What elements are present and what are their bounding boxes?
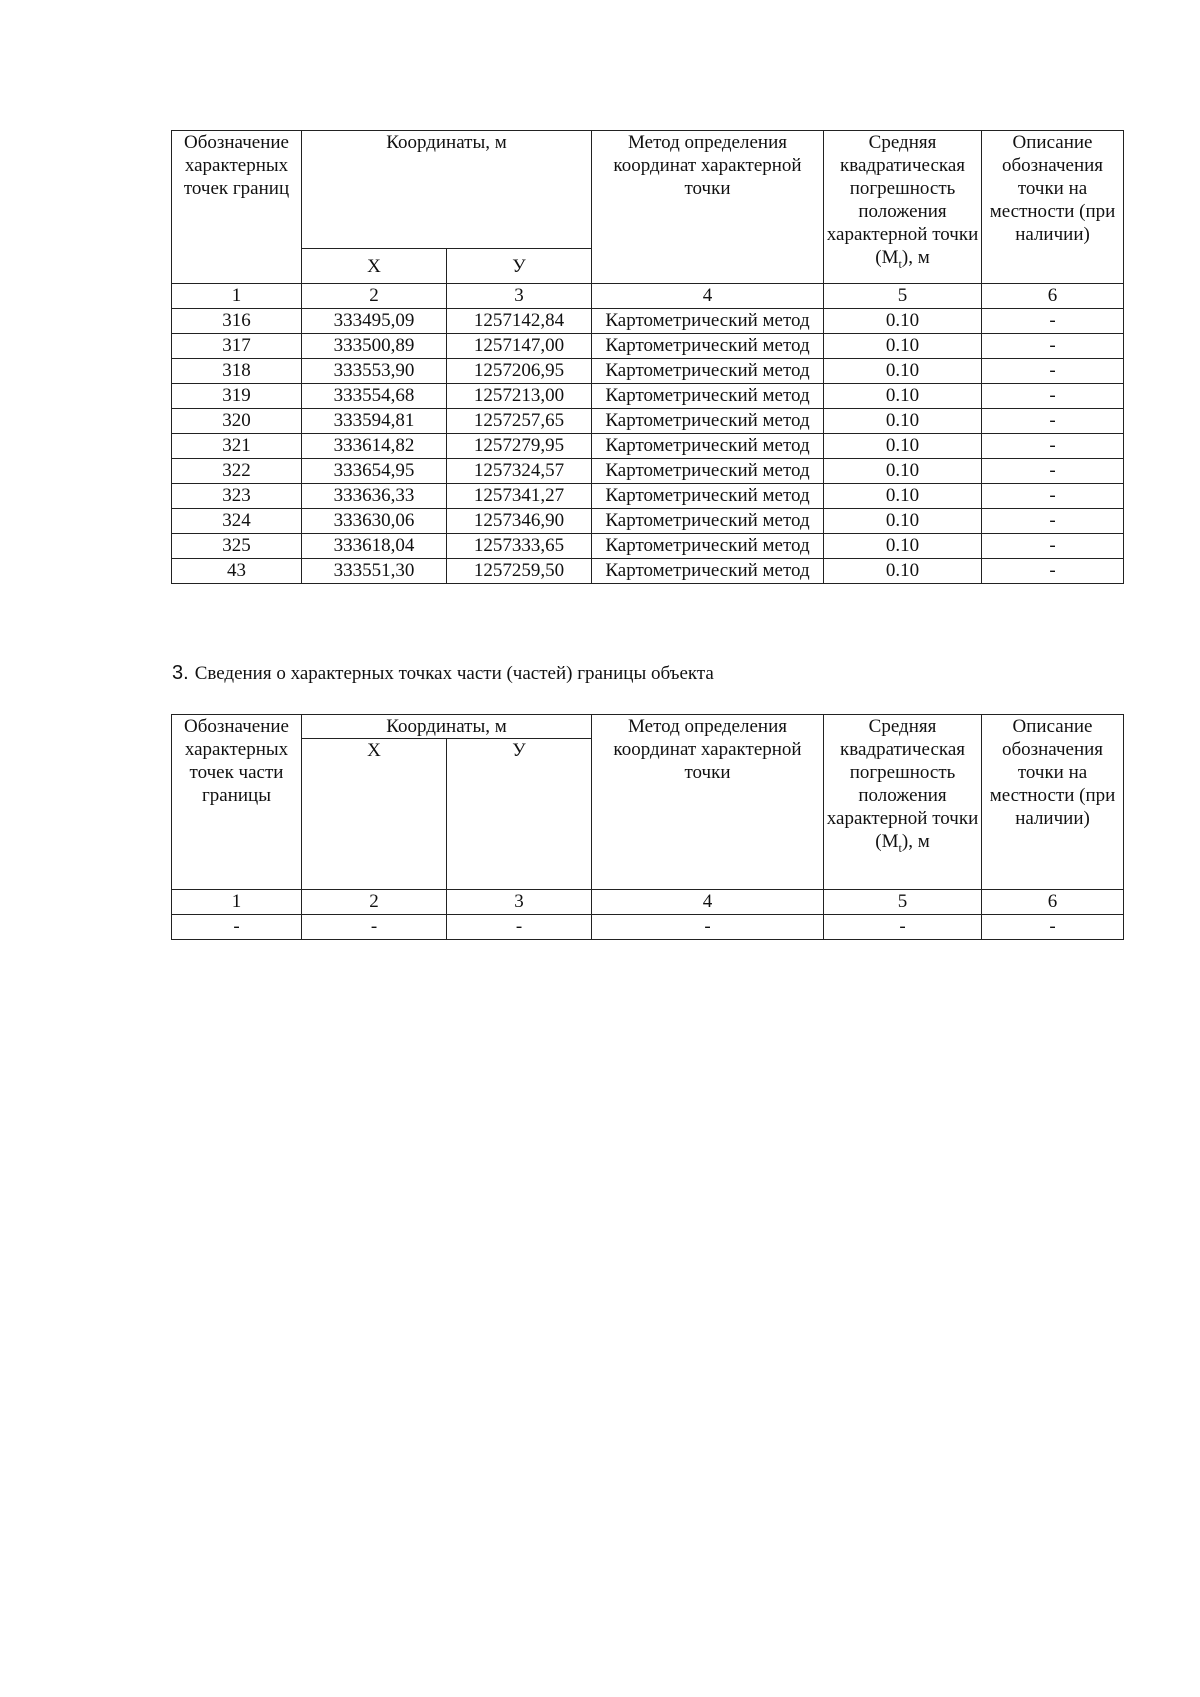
cell-description: - [982,384,1124,409]
header-x: Х [302,739,447,890]
cell-x: 333630,06 [302,509,447,534]
column-number: 5 [824,284,982,309]
column-number: 6 [982,284,1124,309]
cell-error: 0.10 [824,459,982,484]
table-row [172,434,1124,459]
header-point-designation: Обозначение характерных точек части границы [172,715,302,890]
table-body [172,915,1124,940]
cell-x: 333554,68 [302,384,447,409]
cell-method: Картометрический метод [592,434,824,459]
header-coordinates: Координаты, м [302,131,592,249]
cell-point-id: 320 [172,409,302,434]
column-number: 5 [824,890,982,915]
column-number: 4 [592,890,824,915]
table-row [172,484,1124,509]
cell-x: 333614,82 [302,434,447,459]
cell-x: - [302,915,447,940]
cell-method: Картометрический метод [592,459,824,484]
cell-method: - [592,915,824,940]
header-coordinates: Координаты, м [302,715,592,739]
header-method: Метод определения координат характерной точки [592,715,824,890]
cell-y: 1257324,57 [447,459,592,484]
cell-point-id: 319 [172,384,302,409]
header-x: Х [302,249,447,284]
cell-error: 0.10 [824,359,982,384]
header-mean-error: Средняя квадратическая погрешность положения характерной точки $(M_t)$, м [824,715,982,890]
cell-y: 1257213,00 [447,384,592,409]
cell-y: 1257259,50 [447,559,592,584]
table-row [172,384,1124,409]
header-point-designation: Обозначение характерных точек границ [172,131,302,284]
cell-error: 0.10 [824,409,982,434]
cell-error: 0.10 [824,509,982,534]
cell-description: - [982,434,1124,459]
column-number: 3 [447,890,592,915]
cell-point-id: 325 [172,534,302,559]
cell-error: 0.10 [824,434,982,459]
cell-description: - [982,359,1124,384]
column-number: 1 [172,890,302,915]
cell-method: Картометрический метод [592,484,824,509]
cell-point-id: 323 [172,484,302,509]
cell-y: 1257279,95 [447,434,592,459]
cell-method: Картометрический метод [592,559,824,584]
cell-x: 333551,30 [302,559,447,584]
table-row [172,534,1124,559]
cell-y: 1257142,84 [447,309,592,334]
section-number: 3. [172,662,189,684]
cell-point-id: 318 [172,359,302,384]
section-3-title [172,662,714,685]
table-row [172,559,1124,584]
header-y: У [447,739,592,890]
cell-y: 1257257,65 [447,409,592,434]
cell-error: 0.10 [824,559,982,584]
header-description: Описание обозначения точки на местности (при наличии) [982,715,1124,890]
cell-y: 1257333,65 [447,534,592,559]
column-number: 1 [172,284,302,309]
column-numbers-row [172,890,1124,915]
column-numbers-row [172,284,1124,309]
header-mean-error: Средняя квадратическая погрешность положения характерной точки $(M_t)$, м [824,131,982,284]
cell-x: 333553,90 [302,359,447,384]
cell-x: 333594,81 [302,409,447,434]
header-method: Метод определения координат характерной точки [592,131,824,284]
section-title-text: Сведения о характерных точках части (частей) границы объекта [194,663,714,684]
cell-description: - [982,409,1124,434]
cell-x: 333636,33 [302,484,447,509]
cell-y: 1257147,00 [447,334,592,359]
boundary-points-table [171,130,1124,584]
cell-method: Картометрический метод [592,334,824,359]
cell-error: 0.10 [824,309,982,334]
column-number: 3 [447,284,592,309]
table-row [172,915,1124,940]
cell-x: 333618,04 [302,534,447,559]
table-row [172,334,1124,359]
table-row [172,359,1124,384]
cell-error: - [824,915,982,940]
cell-y: 1257341,27 [447,484,592,509]
cell-description: - [982,484,1124,509]
column-number: 2 [302,890,447,915]
cell-description: - [982,309,1124,334]
cell-description: - [982,915,1124,940]
header-description: Описание обозначения точки на местности (при наличии) [982,131,1124,284]
cell-y: 1257206,95 [447,359,592,384]
column-number: 2 [302,284,447,309]
cell-x: 333495,09 [302,309,447,334]
table-body [172,309,1124,584]
cell-point-id: 321 [172,434,302,459]
header-y: У [447,249,592,284]
cell-method: Картометрический метод [592,509,824,534]
column-number: 6 [982,890,1124,915]
cell-description: - [982,334,1124,359]
column-number: 4 [592,284,824,309]
cell-y: 1257346,90 [447,509,592,534]
cell-point-id: 317 [172,334,302,359]
table-row [172,309,1124,334]
cell-error: 0.10 [824,484,982,509]
cell-x: 333500,89 [302,334,447,359]
table-row [172,509,1124,534]
cell-method: Картометрический метод [592,359,824,384]
cell-method: Картометрический метод [592,409,824,434]
part-boundary-points-table [171,714,1124,940]
cell-point-id: 322 [172,459,302,484]
cell-description: - [982,559,1124,584]
table-row [172,409,1124,434]
table-row [172,459,1124,484]
cell-y: - [447,915,592,940]
cell-point-id: 43 [172,559,302,584]
cell-point-id: - [172,915,302,940]
cell-error: 0.10 [824,534,982,559]
cell-description: - [982,509,1124,534]
cell-point-id: 316 [172,309,302,334]
cell-point-id: 324 [172,509,302,534]
cell-method: Картометрический метод [592,384,824,409]
cell-description: - [982,459,1124,484]
cell-description: - [982,534,1124,559]
cell-error: 0.10 [824,334,982,359]
cell-error: 0.10 [824,384,982,409]
cell-method: Картометрический метод [592,309,824,334]
cell-x: 333654,95 [302,459,447,484]
cell-method: Картометрический метод [592,534,824,559]
